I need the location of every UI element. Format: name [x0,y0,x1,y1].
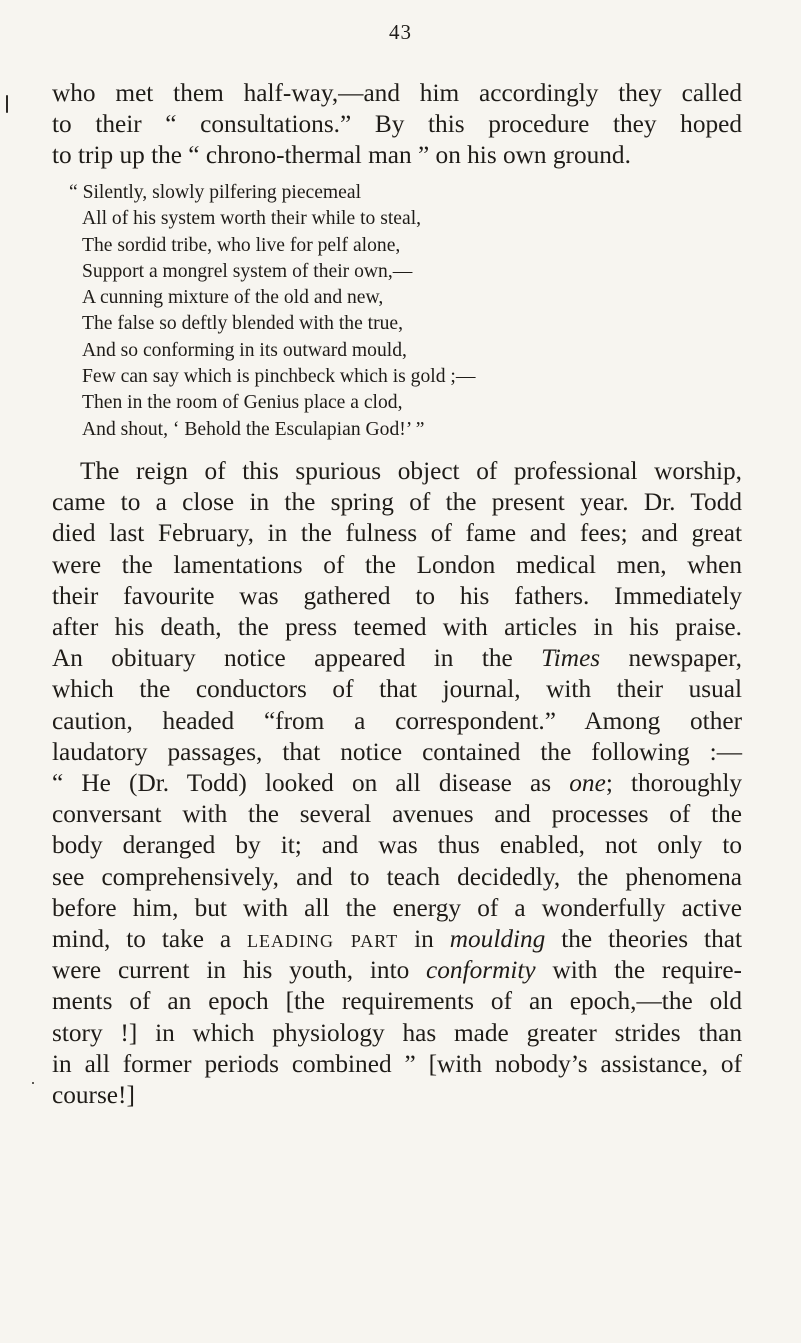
poem-line: And shout, ‘ Behold the Esculapian God!’ ” [82,418,425,440]
margin-mark [32,1082,34,1084]
text-fragment: mind, to take a [52,925,232,954]
text-fragment: in [414,925,434,954]
text-line: were the lamentations of the London medical men, when [52,550,742,579]
text-line: after his death, the press teemed with articles in his praise. [52,613,742,642]
poem-line: The sordid tribe, who live for pelf alone, [82,234,401,256]
margin-mark [6,95,8,113]
poem-line: Support a mongrel system of their own,— [82,260,413,282]
text-line: conversant with the several avenues and processes of the [52,800,742,829]
text-fragment: “ He (Dr. Todd) looked on all disease as [52,769,552,798]
poem-line: All of his system worth their while to steal, [82,208,422,230]
text-line: body deranged by it; and was thus enabled, not only to [52,831,742,860]
opening-paragraph [52,78,742,172]
text-fragment: ; thoroughly [605,769,743,798]
small-caps-text: leading part [247,925,399,954]
text-fragment: newspaper, [600,644,743,673]
page-number: 43 [389,20,412,44]
text-line: ments of an epoch [the requirements of an epoch,—the old [52,987,742,1016]
text-line: died last February, in the fulness of fame and fees; and great [52,519,742,548]
text-line: to their “ consultations.” By this procedure they hoped [52,110,742,139]
text-line: before him, but with all the energy of a wonderfully active [52,893,742,922]
text-line: caution, headed “from a correspondent.” Among other [52,706,742,735]
text-line: to trip up the “ chrono-thermal man ” on his own ground. [52,141,631,170]
text-line: course!] [52,1081,135,1110]
text-line: The reign of this spurious object of professional worship, [80,457,742,485]
text-fragment: were current in his youth, into [52,956,410,985]
poem-line: Then in the room of Genius place a clod, [82,392,403,414]
poem-line: And so conforming in its outward mould, [82,339,407,361]
text-line: in all former periods combined ” [with nobody’s assistance, of [52,1049,742,1078]
poem-line: Few can say which is pinchbeck which is gold ;— [82,366,476,388]
poem-line: “ Silently, slowly pilfering piecemeal [69,182,362,203]
text-line [52,955,742,986]
text-line: story !] in which physiology has made greater strides than [52,1018,742,1047]
poem-quotation [69,180,722,443]
italic-text: Times [541,644,601,673]
text-fragment: the theories that [561,925,742,954]
text-line [52,643,742,674]
italic-text: one [569,769,606,798]
text-fragment: An obituary notice appeared in the [52,644,513,673]
text-line [52,768,742,799]
poem-line: The false so deftly blended with the true, [82,313,404,335]
poem-line: A cunning mixture of the old and new, [82,287,384,309]
text-line: their favourite was gathered to his fathers. Immediately [52,581,742,610]
italic-text: moulding [449,925,546,954]
text-line: see comprehensively, and to teach decidedly, the phenomena [52,862,742,891]
text-line: laudatory passages, that notice contained the following :— [52,737,742,766]
text-fragment: with the require- [552,956,742,985]
text-line: who met them half-way,—and him accordingly they called [52,79,742,107]
text-line [52,924,742,955]
italic-text: conformity [426,956,536,985]
text-line: came to a close in the spring of the present year. Dr. Todd [52,488,742,517]
text-line: which the conductors of that journal, with their usual [52,675,742,704]
body-paragraph [52,456,742,1111]
